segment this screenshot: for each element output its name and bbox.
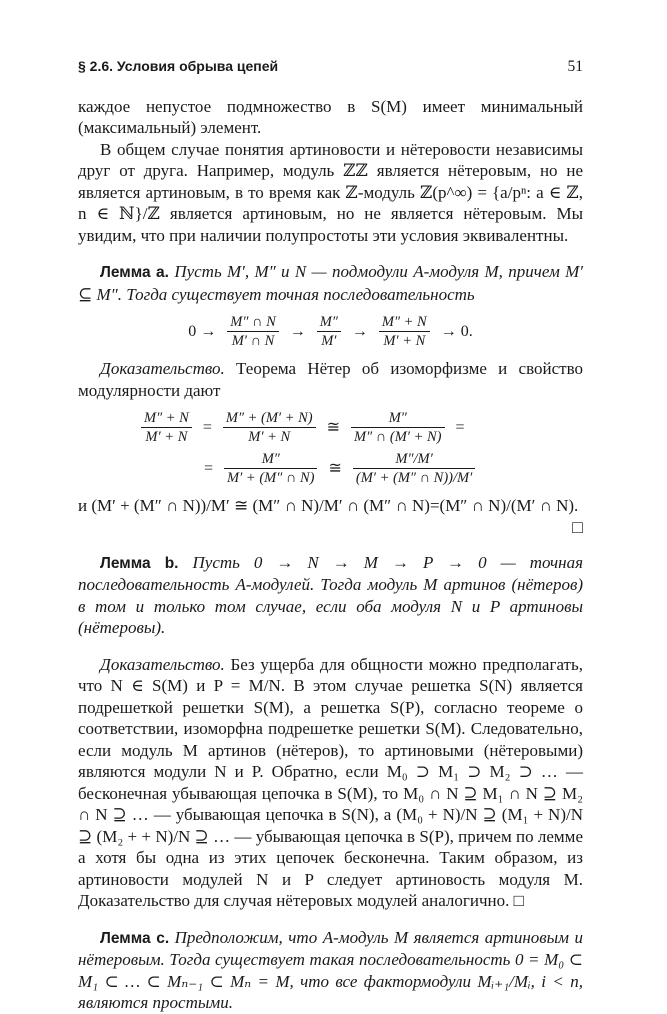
paragraph-artinian-noetherian: В общем случае понятия артиновости и нётеровости независимы друг от друга. Например, модуль ℤℤ является нётеровым, но не является артиновым, в то время как ℤ-модуль ℤ(p^∞) = {a/pⁿ: a ∈ ℤ, n ∈ ℕ}/ℤ является артиновым, но не является нётеровым. Мы увидим, что при наличии полупростоты эти условия эквивалентны. — [78, 139, 583, 245]
qed-symbol-b: □ — [513, 891, 524, 910]
proof-label: Доказательство. — [100, 359, 225, 378]
equation-line-2: = $\frac{M''}{M' + (M'' \cap N)}$ ≅ $\frac{M''/M'}{(M' + (M'' \cap N))/M'}$ — [138, 450, 583, 487]
lemma-a-proof — [78, 358, 583, 401]
lemma-c-head: Лемма c. — [100, 929, 170, 947]
lemma-a-statement — [78, 261, 583, 305]
lemma-c-text: Предположим, что A-модуль M является артиновым и нётеровым. Тогда существует такая последовательность 0 = M₀ ⊂ M₁ ⊂ … ⊂ Mₙ₋₁ ⊂ Mₙ = M, что все фактормодули Mᵢ₊₁/Mᵢ, i < n, являются простыми. — [78, 927, 583, 1012]
paragraph-continuation: каждое непустое подмножество в S(M) имеет минимальный (максимальный) элемент. — [78, 96, 583, 137]
seq-fraction-3: $\frac{M'' + N}{M' + N}$ — [379, 313, 430, 350]
equation-line-1: $\frac{M'' + N}{M' + N}$ = $\frac{M'' + (M' + N)}{M' + N}$ ≅ $\frac{M''}{M'' \cap (M' + N)}$ = — [138, 409, 583, 446]
lemma-a-tail: и (M′ + (M″ ∩ N))/M′ ≅ (M″ ∩ N)/M′ ∩ (M″ ∩ N)=(M″ ∩ N)/(M′ ∩ N). — [78, 496, 579, 515]
lemma-b-head: Лемма b. — [100, 554, 179, 572]
seq-fraction-2: $\frac{M''}{M'}$ — [317, 313, 341, 350]
qed-symbol-a: □ — [572, 516, 583, 537]
seq-arrow-2: → — [351, 322, 368, 340]
seq-fraction-1: $\frac{M'' \cap N}{M' \cap N}$ — [227, 313, 279, 350]
lemma-a-head: Лемма a. — [100, 264, 169, 281]
proof-text: Теорема Нётер об изоморфизме и свойство модулярности дают — [78, 359, 583, 400]
lemma-c-statement — [78, 927, 583, 1014]
exact-sequence-formula — [78, 313, 583, 350]
lemma-a-text: Пусть M′, M″ и N — подмодули A-модуля M, причем M′ ⊆ M″. Тогда существует точная последовательность — [78, 262, 584, 304]
seq-start: 0 → — [188, 322, 217, 340]
isomorphism-chain — [138, 409, 583, 487]
lemma-b-proof — [78, 654, 583, 912]
seq-end: → 0. — [440, 322, 473, 340]
seq-arrow-1: → — [289, 322, 306, 340]
running-header — [78, 56, 583, 78]
section-title: § 2.6. Условия обрыва цепей — [78, 58, 279, 74]
proof-text-b: Без ущерба для общности можно предполагать, что N ∈ S(M) и P = M/N. В этом случае решетка S(N) является подрешеткой решетки S(M), а решетка S(P), согласно теореме о соответствии, изоморфна подрешетке решетки S(M). Следовательно, если модуль M артинов (нётеров), то артиновыми (нётеровыми) являются модули N и P. Обратно, если M₀ ⊃ M₁ ⊃ M₂ ⊃ … — бесконечная убывающая цепочка в S(M), то M₀ ∩ N ⊇ M₁ ∩ N ⊇ M₂ ∩ N ⊇ … — убывающая цепочка в S(N), а (M₀ + N)/N ⊇ (M₁ + N)/N ⊇ (M₂ + + N)/N ⊇ … — убывающая цепочка в S(P), причем по лемме а хотя бы одна из этих цепочек бесконечна. Таким образом, из артиновости модулей N и P следует артиновость модуля M. Доказательство для случая нётеровых модулей аналогично. — [78, 654, 583, 910]
book-page — [78, 56, 583, 1014]
lemma-b-text: Пусть 0 → N → M → P → 0 — точная последовательность A-модулей. Тогда модуль M артинов (нётеров) в том и только том случае, если оба модуля N и P артиновы (нётеровы). — [78, 552, 583, 637]
proof-label-b: Доказательство. — [100, 654, 225, 674]
lemma-b-statement — [78, 552, 583, 639]
page-number: 51 — [567, 58, 583, 75]
